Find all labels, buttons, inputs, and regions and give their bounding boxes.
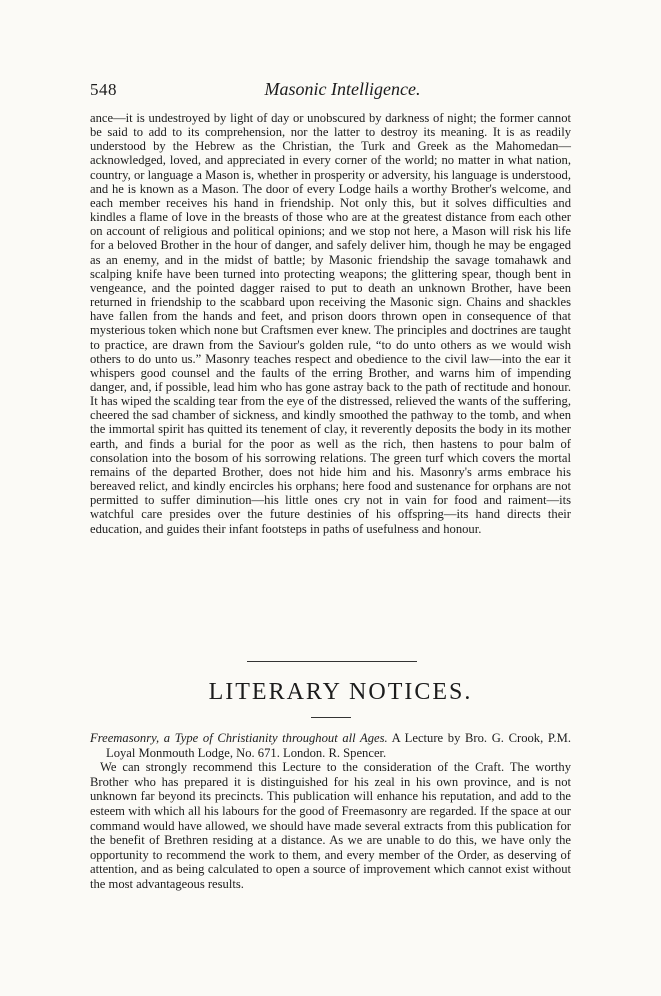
notice-body: We can strongly recommend this Lecture to the consideration of the Craft. The worthy Brother who has prepared it is distinguished for his zeal in his own province, and is not unknown far beyond its precincts. This publication will enhance his reputation, and add to the esteem with which all his labours for the good of Freemasonry are regarded. If the space at our command would have allowed, we should have made several extracts from this publication for the benefit of Brethren residing at a distance. As we are unable to do this, we have only the opportunity to recommend the work to them, and every member of the Order, as deserving of attention, and as being calculated to open a source of improvement which cannot exist without the most advantageous results. — [90, 760, 571, 891]
book-title: Freemasonry, a Type of Christianity throughout all Ages. — [90, 731, 388, 745]
running-title: Masonic Intelligence. — [264, 79, 421, 99]
book-citation: A Lecture by Bro. G. Crook, P.M. Loyal Monmouth Lodge, No. 671. London. R. Spencer. — [106, 731, 571, 760]
title-underline — [311, 717, 351, 718]
literary-notice — [90, 731, 571, 892]
page-number: 548 — [90, 80, 117, 99]
section-divider — [247, 661, 417, 662]
notice-heading — [90, 731, 571, 760]
article-body: ance—it is undestroyed by light of day or unobscured by darkness of night; the former cannot be said to add to its comprehension, nor the latter to destroy its meaning. It is as readily understood by the Hebrew as the Christian, the Turk and Greek as the Mahomedan—acknowledged, loved, and appreciated in every corner of the world; no matter in what nation, country, or language a Mason is, whether in prosperity or adversity, his language is understood, and he is known as a Mason. The door of every Lodge hails a worthy Brother's welcome, and each member receives his hand in friendship. Not only this, but it solves difficulties and kindles a flame of love in the breasts of those who are at the greatest distance from each other on account of religious and political opinions; and we stop not here, a Mason will risk his life for a beloved Brother in the hour of danger, and safely deliver him, though he may be engaged as an enemy, and in the midst of battle; by Masonic friendship the savage tomahawk and scalping knife have been turned into protecting weapons; the glittering spear, though bent in vengeance, and the pointed dagger raised to put to death an unknown Brother, have been returned in friendship to the scabbard upon receiving the Masonic sign. Chains and shackles have fallen from the hands and feet, and prison doors thrown open in consequence of that mysterious token which none but Craftsmen ever knew. The principles and doctrines are taught to practice, are drawn from the Saviour's golden rule, “to do unto others as we would wish others to do unto us.” Masonry teaches respect and obedience to the civil law—into the ear it whispers good counsel and the faults of the erring Brother, and warns him of impending danger, and, if possible, lead him who has gone astray back to the path of rectitude and honour. It has wiped the scalding tear from the eye of the distressed, relieved the wants of the suffering, cheered the sad chamber of sickness, and kindly smoothed the pathway to the tomb, and when the immortal spirit has quitted its tenement of clay, it reverently deposits the body in its mother earth, and finds a burial for the poor as well as the rich, then hastens to pour balm of consolation into the bosom of his sorrowing relations. The green turf which covers the mortal remains of the departed Brother, does not hide him and his. Masonry's arms embrace his bereaved relict, and kindly encircles his orphans; here food and sustenance for orphans are not permitted to suffer diminution—his little ones cry not in vain for food and raiment—its watchful care presides over the future destinies of his offspring—its hand directs their education, and guides their infant footsteps in paths of usefulness and honour. — [90, 111, 571, 536]
section-title: LITERARY NOTICES. — [208, 679, 473, 705]
